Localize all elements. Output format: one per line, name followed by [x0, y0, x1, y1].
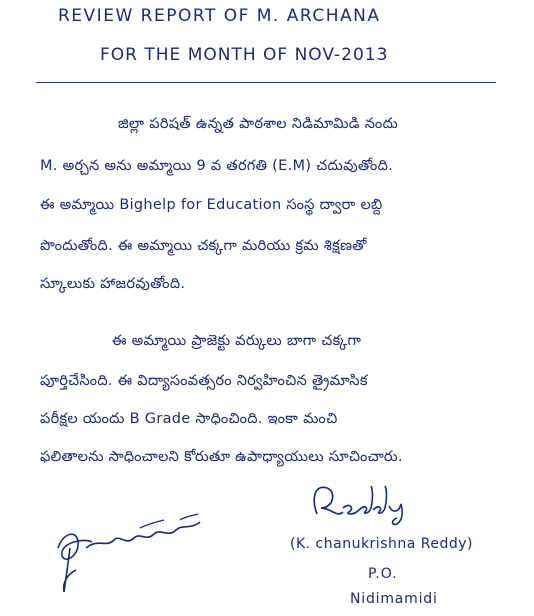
paragraph2-line2: పూర్తిచేసింది. ఈ విద్యాసంవత్సరం నిర్వహించిన త్రైమాసిక: [40, 373, 368, 389]
paragraph1-line4: పొందుతోంది. ఈ అమ్మాయి చక్కగా మరియు క్రమ శిక్షణతో: [40, 238, 367, 254]
paragraph1-line3: ఈ అమ్మాయి Bighelp for Education సంస్థ ద్వారా లబ్ది: [40, 197, 383, 213]
paragraph2-line4: ఫలితాలను సాధించాలని కోరుతూ ఉపాధ్యాయులు సూచించారు.: [40, 449, 403, 465]
paragraph2-line3: పరీక్షల యందు B Grade సాధించింది. ఇంకా మంచి: [40, 411, 338, 427]
paragraph1-line2: M. అర్చన అను అమ్మాయి 9 వ తరగతి (E.M) చదువుతోంది.: [40, 158, 394, 174]
report-title: REVIEW REPORT OF M. ARCHANA: [58, 6, 381, 26]
paragraph2-line1: ఈ అమ్మాయి ప్రాజెక్టు వర్కులు బాగా చక్కగా: [112, 333, 362, 349]
officer-name: (K. chanukrishna Reddy): [290, 536, 473, 552]
title-underline: [36, 82, 496, 83]
left-signature: [40, 508, 216, 596]
right-signature: [307, 478, 417, 526]
paragraph1-line1: జిల్లా పరిషత్ ఉన్నత పాఠశాల నిడిమామిడి నందు: [118, 116, 399, 132]
paragraph1-line5: స్కూలుకు హాజరవుతోంది.: [40, 276, 186, 292]
report-month: FOR THE MONTH OF NOV-2013: [100, 45, 389, 65]
officer-place: Nidimamidi: [350, 591, 438, 607]
officer-designation: P.O.: [368, 566, 398, 582]
